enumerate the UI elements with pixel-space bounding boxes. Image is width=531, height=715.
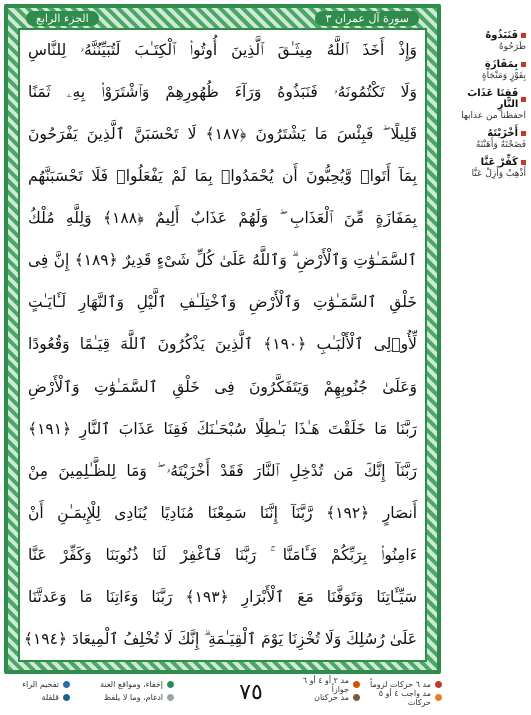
text-line: رَبَّنَا مَا خَلَقْتَ هَـٰذَا بَـٰطِلًا سُبْحَـٰنَكَ فَقِنَا عَذَابَ ٱلنَّارِ ﴿١٩١﴾ [28, 419, 417, 438]
word-meanings-sidebar [448, 30, 526, 270]
page-header [18, 8, 427, 28]
color-swatch [353, 681, 360, 688]
tajweed-legend [10, 678, 70, 706]
meaning-text: فَضَحْتَهُ وَأَهَنْتَهُ [475, 140, 526, 150]
meaning-text: طَرَحُوهُ [498, 42, 526, 52]
text-line: قَلِيلًا ۖ فَبِئْسَ مَا يَشْتَرُونَ ﴿١٨٧﴾ لَا تَحْسَبَنَّ ٱلَّذِينَ يَفْرَحُونَ [28, 125, 417, 144]
text-line: وَإِذْ أَخَذَ ٱللَّهُ مِيثَـٰقَ ٱلَّذِينَ أُوتُوا۟ ٱلْكِتَـٰبَ لَتُبَيِّنُنَّهُۥ لِلنَّاسِ [28, 41, 417, 59]
tajweed-legend [290, 675, 360, 706]
legend-label: تفخيم الراء [22, 680, 59, 689]
bullet-icon [521, 160, 526, 165]
color-swatch [63, 694, 70, 701]
text-line: عَلَىٰ رُسُلِكَ وَلَا تُخْزِنَا يَوْمَ ٱلْقِيَـٰمَةِ ۗ إِنَّكَ لَا تُخْلِفُ ٱلْمِيعَادَ ﴿١٩٤﴾ [23, 629, 417, 648]
juz-label: الجزء الرابع [26, 11, 99, 26]
legend-label: مد ٢ أو ٤ أو ٦ جوازاً [302, 675, 349, 694]
text-line: ٱلسَّمَـٰوَٰتِ وَٱلْأَرْضِ ۗ وَٱللَّهُ عَلَىٰ كُلِّ شَىْءٍ قَدِيرٌ ﴿١٨٩﴾ إِنَّ فِى [28, 251, 417, 270]
color-swatch [353, 694, 360, 701]
page-footer [0, 676, 531, 712]
legend-label: إخفاء، ومواقع الغنة [100, 680, 163, 689]
quran-text [23, 34, 418, 656]
page-number: ٧٥ [239, 680, 263, 705]
text-line: وَلَا تَكْتُمُونَهُۥ فَنَبَذُوهُ وَرَآءَ ظُهُورِهِمْ وَٱشْتَرَوْا۟ بِهِۦ ثَمَنًا [28, 83, 417, 102]
meaning-term: أَخْزَيْتَهُ [487, 128, 518, 139]
text-line: لِّأُو۟لِى ٱلْأَلْبَـٰبِ ﴿١٩٠﴾ ٱلَّذِينَ يَذْكُرُونَ ٱللَّهَ قِيَـٰمًا وَقُعُودًا [28, 335, 417, 354]
meaning-term: بِمَفَازَةٍ [484, 59, 518, 70]
text-line: رَبَّنَآ إِنَّكَ مَن تُدْخِلِ ٱلنَّارَ فَقَدْ أَخْزَيْتَهُۥ ۖ وَمَا لِلظَّـٰلِمِينَ مِنْ [28, 461, 417, 480]
meaning-term: فَقِنَا عَذَابَ النَّارِ [467, 88, 519, 110]
surah-label: سورة آل عمران ٣ [315, 11, 419, 26]
bullet-icon [521, 97, 526, 102]
legend-label: قلقلة [41, 693, 59, 702]
text-line: سَيِّـَٔاتِنَا وَتَوَفَّنَا مَعَ ٱلْأَبْرَارِ ﴿١٩٣﴾ رَبَّنَا وَءَاتِنَا مَا وَعَدتَّنَا [28, 587, 417, 606]
meaning-entry [448, 59, 526, 82]
color-swatch [167, 694, 174, 701]
text-line: بِمَفَازَةٍ مِّنَ ٱلْعَذَابِ ۖ وَلَهُمْ عَذَابٌ أَلِيمٌ ﴿١٨٨﴾ وَلِلَّهِ مُلْكُ [28, 209, 417, 228]
meaning-term: كَفِّرْ عَنَّا [480, 157, 518, 168]
tajweed-legend [366, 678, 442, 706]
text-line: بِمَآ أَتَوا۟ وَّيُحِبُّونَ أَن يُحْمَدُوا۟ بِمَا لَمْ يَفْعَلُوا۟ فَلَا تَحْسَبَنَّهُم [28, 167, 417, 186]
meaning-text: أَذْهِبْ وَأَزِلْ عَنَّا [471, 169, 526, 179]
legend-label: مد واجب ٤ أو ٥ حركات [378, 688, 431, 707]
legend-label: ادغام، وما لا يلفظ [103, 693, 163, 702]
meaning-term: فَنَبَذُوهُ [485, 30, 518, 41]
meaning-text: بِفَوْزٍ وَمَنْجَاةٍ [481, 71, 526, 81]
meaning-text: احفظنا من عذابها [461, 111, 526, 121]
meaning-entry [448, 128, 526, 151]
text-line: أَنصَارٍ ﴿١٩٢﴾ رَّبَّنَآ إِنَّنَا سَمِعْنَا مُنَادِيًا يُنَادِى لِلْإِيمَـٰنِ أَنْ [28, 503, 418, 522]
text-line: خَلْقِ ٱلسَّمَـٰوَٰتِ وَٱلْأَرْضِ وَٱخْتِلَـٰفِ ٱلَّيْلِ وَٱلنَّهَارِ لَـَٔايَـٰتٍ [28, 293, 417, 312]
tajweed-legend [84, 678, 174, 706]
color-swatch [435, 694, 442, 701]
bullet-icon [521, 131, 526, 136]
meaning-entry [448, 157, 526, 180]
text-line: وَعَلَىٰ جُنُوبِهِمْ وَيَتَفَكَّرُونَ فِى خَلْقِ ٱلسَّمَـٰوَٰتِ وَٱلْأَرْضِ [28, 377, 417, 396]
bullet-icon [521, 62, 526, 67]
meaning-entry [448, 88, 526, 122]
color-swatch [63, 681, 70, 688]
meaning-entry [448, 30, 526, 53]
color-swatch [167, 681, 174, 688]
legend-label: مد حركتان [314, 693, 349, 702]
color-swatch [435, 681, 442, 688]
text-line: ءَامِنُوا۟ بِرَبِّكُمْ فَـَٔامَنَّا ۚ رَبَّنَا فَٱغْفِرْ لَنَا ذُنُوبَنَا وَكَفِّرْ عَنَّا [28, 545, 417, 564]
legend-label: مد ٦ حركات لزوماً [370, 680, 431, 689]
bullet-icon [521, 33, 526, 38]
